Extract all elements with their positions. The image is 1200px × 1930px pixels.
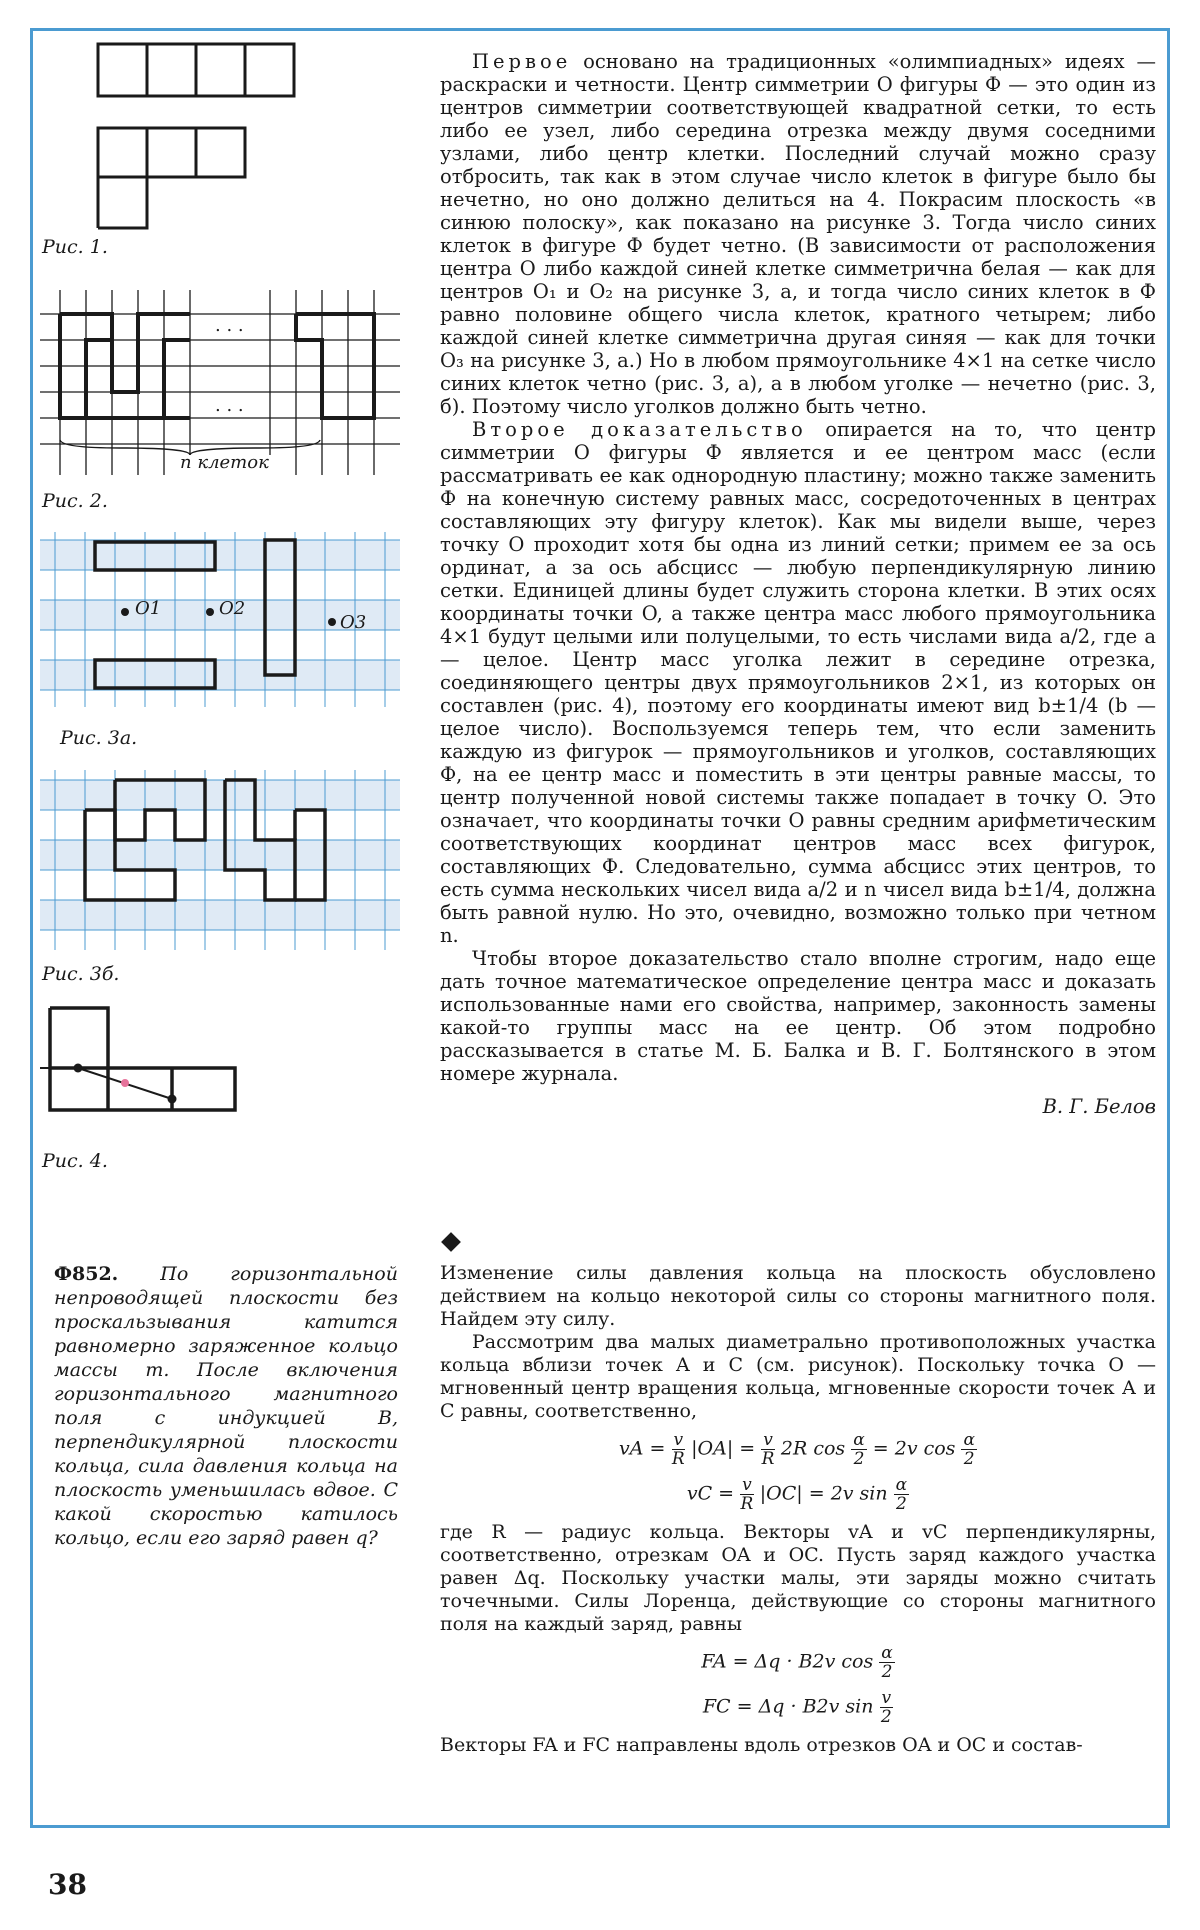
paragraph-1-lead: Первое [472, 50, 572, 73]
figure-2-dots-top: . . . [215, 315, 244, 336]
figure-3a-o3: O3 [340, 612, 367, 633]
solution-paragraph-2: Рассмотрим два малых диаметрально противоположных участка кольца вблизи точек A и C (см. рисунок). Поскольку точка O — мгновенный центр вращения кольца, мгновенные скорости точек A и C равны, соответственно, [440, 1331, 1156, 1422]
figure-1 [40, 40, 300, 230]
figure-3a-o2: O2 [219, 598, 246, 619]
figure-3b-caption: Рис. 3б. [42, 963, 120, 985]
figure-3b [40, 770, 400, 950]
figure-4 [40, 1000, 300, 1150]
figure-3a-o1: O1 [135, 598, 162, 619]
article-text [440, 50, 1156, 1118]
equation-fa: FA = Δq · B2v cos $\frac{\alpha}{2}$ [701, 1643, 893, 1682]
figure-2-label: n клеток [180, 452, 269, 473]
equation-fc: FC = Δq · B2v sin $\frac{v}{2}$ [702, 1688, 892, 1727]
center-point-2 [168, 1095, 177, 1104]
paragraph-2-lead: Второе доказательство [472, 418, 807, 441]
solution-paragraph-3: где R — радиус кольца. Векторы vA и vC перпендикулярны, соответственно, отрезкам OA и OC. Пусть заряд каждого участка равен Δq. Поскольку участки малы, эти заряды можно считать точечными. Силы Лоренца, действующие со стороны магнитного поля на каждый заряд, равны [440, 1521, 1156, 1635]
problem-number: Ф852. [54, 1263, 119, 1285]
center-point-1 [74, 1064, 83, 1073]
paragraph-1-body: основано на традиционных «олимпиадных» идеях — раскраски и четности. Центр симметрии O фигуры Ф — это один из центров симметрии соответствующей квадратной сетки, то есть либо ее узел, либо середина отрезка между двумя соседними узлами, либо центр клетки. Последний случай можно сразу отбросить, так как в этом случае число клеток в фигуре было бы нечетно, но оно должно делиться на 4. Покрасим плоскость «в синюю полоску», как показано на рисунке 3. Тогда число синих клеток в фигуре Ф будет четно. (В зависимости от расположения центра O либо каждой синей клетке симметрична белая — как для центров O₁ и O₂ на рисунке 3, а, и тогда число синих клеток в Ф равно половине общего числа клеток, кратного четырем; либо каждой синей клетке симметрична другая синяя — как для точки O₃ на рисунке 3, а.) Но в любом прямоугольнике 4×1 на сетке число синих клеток четно (рис. 3, а), а в любом уголке — нечетно (рис. 3, б). Поэтому число уголков должно быть четно. [440, 50, 1156, 418]
paragraph-3: Чтобы второе доказательство стало вполне строгим, надо еще дать точное математическое определение центра масс и доказать использованные нами его свойства, например, законность замены какой-то группы масс на ее центр. Об этом подробно рассказывается в статье М. Б. Балка и В. Г. Болтянского в этом номере журнала. [440, 947, 1156, 1085]
figure-2-caption: Рис. 2. [42, 490, 108, 512]
figure-4-caption: Рис. 4. [42, 1150, 108, 1172]
problem-text: По горизонтальной непроводящей плоскости без проскальзывания катится равномерно заряженное кольцо массы m. После включения горизонтального магнитного поля с индукцией B, перпендикулярной плоскости кольца, сила давления кольца на плоскость уменьшилась вдвое. С какой скоростью катилось кольцо, если его заряд равен q? [54, 1263, 398, 1549]
figure-2-dots-bottom: . . . [215, 395, 244, 416]
paragraph-2 [440, 418, 1156, 947]
figure-1-caption: Рис. 1. [42, 236, 108, 258]
equation-va: vA = $\frac{v}{R}$ |OA| = $\frac{v}{R}$ 2R cos $\frac{\alpha}{2}$ = 2v cos $\frac{\alpha}{2}$ [619, 1430, 975, 1469]
solution-text [440, 1262, 1156, 1757]
center-point-mid [121, 1079, 129, 1087]
paragraph-2-body: опирается на то, что центр симметрии O фигуры Ф является и ее центром масс (если рассматривать ее как однородную пластину; можно также заменить Ф на конечную систему равных масс, сосредоточенных в центрах составляющих эту фигуру клеток). Как мы видели выше, через точку O проходит хотя бы одна из линий сетки; примем ее за ось ординат, а за ось абсцисс — любую перпендикулярную линию сетки. Единицей длины будет служить сторона клетки. В этих осях координаты точки O, а также центра масс любого прямоугольника 4×1 будут целыми или полуцелыми, то есть числами вида a/2, где a — целое. Центр масс уголка лежит в середине отрезка, соединяющего центры двух прямоугольников 2×1, из которых он составлен (рис. 4), поэтому его координаты имеют вид b±1/4 (b — целое число). Воспользуемся теперь тем, что если заменить каждую из фигурок — прямоугольников и уголков, составляющих Ф, на ее центр масс и поместить в эти центры равные массы, то центр полученной новой системы также попадает в точку O. Это означает, что координаты точки O равны средним арифметическим соответствующих координат центров масс всех фигурок, составляющих Ф. Следовательно, сумма абсцисс этих центров, то есть сумма нескольких чисел вида a/2 и n чисел вида b±1/4, должна быть равной нулю. Но это, очевидно, возможно только при четном n. [440, 418, 1156, 947]
page-number: 38 [48, 1868, 87, 1901]
solution-paragraph-4: Векторы FA и FC направлены вдоль отрезков OA и OC и состав- [440, 1734, 1083, 1756]
author: В. Г. Белов [1042, 1095, 1156, 1118]
solution-paragraph-1: Изменение силы давления кольца на плоскость обусловлено действием на кольцо некоторой силы со стороны магнитного поля. Найдем эту силу. [440, 1262, 1156, 1330]
equation-vc: vC = $\frac{v}{R}$ |OC| = 2v sin $\frac{\alpha}{2}$ [686, 1475, 908, 1514]
problem-statement [54, 1262, 398, 1550]
paragraph-1 [440, 50, 1156, 418]
figure-3a-caption: Рис. 3а. [60, 727, 138, 749]
